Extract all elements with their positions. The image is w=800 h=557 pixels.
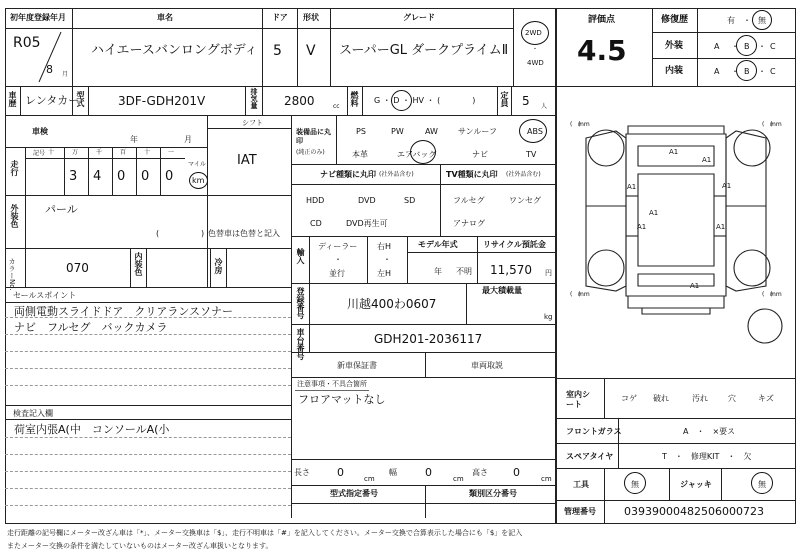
car-damage-diagram [556,86,796,378]
seat-burn: コゲ [621,394,637,403]
exterior-grade-a: A [714,42,720,51]
navi-cd: CD [310,219,322,228]
equip-abs: ABS [527,127,543,136]
registration-label: 登録番号 [296,287,305,319]
mileage-digit-divider [136,147,137,195]
max-load-unit: kg [544,313,553,321]
model-year-value: 不明 [456,267,472,276]
recycle-value: 11,570 [490,263,532,277]
height-unit: cm [541,475,552,483]
warranty-manual: 車両取説 [471,361,503,370]
diagram-mark-6: A1 [637,223,647,231]
mileage-digit-divider [88,147,89,195]
seat-scratch: キズ [758,394,774,403]
diagram-mm-2: mm [770,121,782,128]
exterior-grade-dot1: ・ [731,42,739,51]
capacity-value: 5 [522,94,530,108]
interior-grade-label: 内装 [665,66,684,76]
interior-grade-dot2: ・ [758,67,766,76]
mileage-note-label: 記号 [33,150,46,157]
navi-sd: SD [404,196,416,205]
width-value: 0 [425,466,432,479]
mileage-digit-divider [160,147,161,195]
car-name: ハイエースバンロングボディ [91,43,258,58]
tools-circle [624,472,646,494]
sales-point-line-2: ナビ フルセグ バックカメラ [14,321,168,334]
inspector-label: 検査記入欄 [13,409,53,418]
windshield-options: A ・ ×要ス [683,427,736,436]
shift-value: IAT [237,153,257,168]
grade-value: スーパーGL ダークプライムⅡ [339,43,509,58]
interior-grade-b-circle [736,60,757,81]
interior-color-label: 内装色 [134,252,143,276]
equip-ps: PS [356,127,366,136]
exterior-grade-dot2: ・ [758,42,766,51]
ac-label: 冷房 [214,258,223,274]
door-count: 5 [273,43,282,59]
equip-airbag-circle [410,140,436,164]
equip-aw: AW [425,127,438,136]
car-name-label: 車名 [157,13,173,22]
repair-no: 無 [758,16,766,25]
tv-analog: アナログ [453,219,485,228]
navi-dvd-play: DVD再生可 [346,219,388,228]
interior-grade-b: B [744,67,750,76]
spare-label: スペアタイヤ [566,452,614,461]
tv-oneseg: ワンセグ [509,196,541,205]
diagram-mark-4: A1 [722,182,732,190]
seat-label: 室内シート [566,390,590,410]
person-unit: 人 [541,103,548,110]
fuel-label: 燃料 [350,91,359,107]
notes-label: 注意事項・不具合箇所 [297,380,367,388]
equip-tv: TV [526,150,537,159]
diagram-mm-3: mm [578,291,590,298]
footer-note-1: 走行距離の記号欄にメーター改ざん車は「*」、メーター交換車は「$」、走行不明車は「#」を記入してください。メーター交換で合算表示した場合にも「$」を記入 [7,529,523,537]
length-value: 0 [337,466,344,479]
equipment-label: 装備品に丸印 [296,128,331,146]
mileage-digit: 0 [165,169,174,184]
fuel-diesel-circle [391,90,412,111]
navi-type-label: ナビ種類に丸印 [320,170,376,179]
mileage-digit: 0 [117,169,126,184]
equip-abs-circle [519,119,547,143]
mileage-digit-divider [112,147,113,195]
import-dot-1: ・ [334,255,342,264]
type-designation-label: 型式指定番号 [330,489,378,498]
mileage-digit-header: 万 [72,149,79,156]
equip-leather: 本革 [352,150,368,159]
color-no-label: カラーNo. [8,258,16,291]
exterior-color-paren: ( [156,229,160,238]
recycle-label: リサイクル預託金 [483,240,546,249]
import-right-h: 右H [377,242,392,251]
repair-dot: ・ [743,16,751,25]
equip-pw: PW [391,127,404,136]
mileage-digit-header: 百 [120,149,127,156]
diagram-bracket-3: ( ) [570,291,581,298]
color-no-value: 070 [66,261,89,275]
inspection-month-unit: 月 [184,135,192,144]
jack-label: ジャッキ [680,480,712,489]
max-load-label: 最大積載量 [482,286,522,295]
footer-note-2: またメーター交換の条件を満たしていないものはメーター改ざん車扱いとなります。 [7,542,273,550]
repair-label: 修復歴 [661,15,689,25]
sales-points-label: セールスポイント [13,291,77,300]
navi-dvd: DVD [358,196,376,205]
diagram-mark-1: A1 [669,148,679,156]
jack-value: 無 [758,480,766,489]
capacity-label: 定員 [500,91,509,107]
navi-hdd: HDD [306,196,325,205]
first-reg-year: R05 [13,35,41,51]
interior-grade-a: A [714,67,720,76]
import-dealer: ディーラー [318,242,358,251]
shape-label: 形状 [303,13,319,22]
diagram-mark-2: A1 [702,156,712,164]
jack-circle [751,472,773,494]
seat-tear: 破れ [653,394,669,403]
notes-value: フロアマットなし [298,393,386,406]
windshield-label: フロントガラス [566,427,622,436]
height-value: 0 [513,466,520,479]
displacement-value: 2800 [284,94,315,108]
registration-value: 川越400わ0607 [347,297,437,311]
km-label: km [192,176,205,185]
fuel-options: G ・ D ・ HV ・ ( ) [374,96,476,105]
diagram-bracket-1: ( ) [570,121,581,128]
mileage-digit: 4 [93,169,102,184]
height-label: 高さ [472,468,488,477]
model-year-label: モデル年式 [418,240,458,249]
interior-grade-c: C [770,67,776,76]
diagram-mm-1: mm [578,121,590,128]
drive-4wd: 4WD [527,59,544,67]
management-label: 管理番号 [564,507,596,516]
usage-value: レンタカー [25,94,80,107]
exterior-color-paren-close: ) [201,229,205,238]
mileage-digit-divider [64,147,65,195]
length-label: 長さ [294,468,310,477]
width-unit: cm [453,475,464,483]
month-unit: 月 [62,71,69,78]
shift-label: シフト [242,119,263,127]
model-label: 型式 [76,91,85,107]
first-reg-month: 8 [46,63,53,76]
grade-label: グレード [403,13,435,22]
equip-airbag: エアバッグ [397,150,437,159]
tv-type-sub: (社外品含む) [506,171,541,178]
recycle-unit: 円 [545,269,552,277]
repair-yes: 有 [727,16,735,25]
repair-no-circle [752,10,772,30]
mileage-digit-header: 十 [48,149,55,156]
mileage-digit-header: 一 [168,149,175,156]
category-number-label: 類別区分番号 [469,489,517,498]
sales-point-line-1: 両側電動スライドドア クリアランスソナー [14,305,234,318]
seat-hole: 穴 [728,394,736,403]
mileage-digit-header: 千 [96,149,103,156]
width-label: 幅 [389,468,397,477]
displacement-label: 排気量 [250,88,258,109]
tv-fullseg: フルセグ [453,196,485,205]
interior-grade-dot1: ・ [731,67,739,76]
exterior-color-value: パール [45,203,78,216]
diagram-bracket-2: ( ) [762,121,773,128]
drive-sep: ・ [532,46,539,53]
import-dot-2: ・ [383,255,391,264]
exterior-color-note: 色替車は色替と記入 [208,229,280,238]
diagram-mark-8: A1 [690,282,700,290]
exterior-grade-b-circle [736,35,757,56]
diagram-mark-3: A1 [627,183,637,191]
navi-type-sub: (社外品含む) [379,171,414,178]
mileage-digit: 0 [141,169,150,184]
equip-navi: ナビ [472,150,488,159]
usage-label: 車歴 [8,91,17,107]
model-value: 3DF-GDH201V [118,94,206,108]
seat-stain: 汚れ [692,394,708,403]
exterior-color-label: 外装色 [10,204,19,228]
import-parallel: 並行 [329,269,345,278]
rating-label: 評価点 [588,15,616,25]
cc-unit: cc [333,103,340,110]
exterior-grade-b: B [744,42,750,51]
first-reg-label: 初年度登録年月 [10,13,66,22]
tools-value: 無 [631,480,639,489]
management-value: 03939000482506000723 [624,505,764,518]
door-label: ドア [272,13,288,22]
length-unit: cm [364,475,375,483]
exterior-grade-label: 外装 [665,41,684,51]
tv-type-label: TV種類に丸印 [446,170,498,179]
inspection-label: 車検 [32,127,48,136]
inspection-year-unit: 年 [130,135,138,144]
diagram-mm-4: mm [770,291,782,298]
drive-2wd: 2WD [525,29,542,37]
mileage-digit-header: 十 [144,149,151,156]
equip-sunroof: サンルーフ [458,127,497,136]
model-year-unit: 年 [434,267,442,276]
chassis-value: GDH201-2036117 [374,332,483,346]
diagram-mark-7: A1 [716,223,726,231]
mileage-label: 走行 [10,160,19,176]
chassis-label: 車台番号 [296,328,305,360]
import-left-h: 左H [377,269,392,278]
exterior-grade-c: C [770,42,776,51]
warranty-new-car: 新車保証書 [337,361,377,370]
spare-options: T ・ 修理KIT ・ 欠 [662,452,752,461]
inspector-value: 荷室内張A(中 コンソールA(小 [14,423,170,436]
equipment-sublabel: (純正のみ) [296,149,325,156]
shape-value: V [306,43,316,59]
import-label: 輸入 [296,248,305,264]
mile-label: マイル [188,161,206,168]
diagram-bracket-4: ( ) [762,291,773,298]
rating-score: 4.5 [577,34,627,67]
mileage-digit: 3 [69,169,78,184]
tools-label: 工具 [573,480,589,489]
diagram-mark-5: A1 [649,209,659,217]
